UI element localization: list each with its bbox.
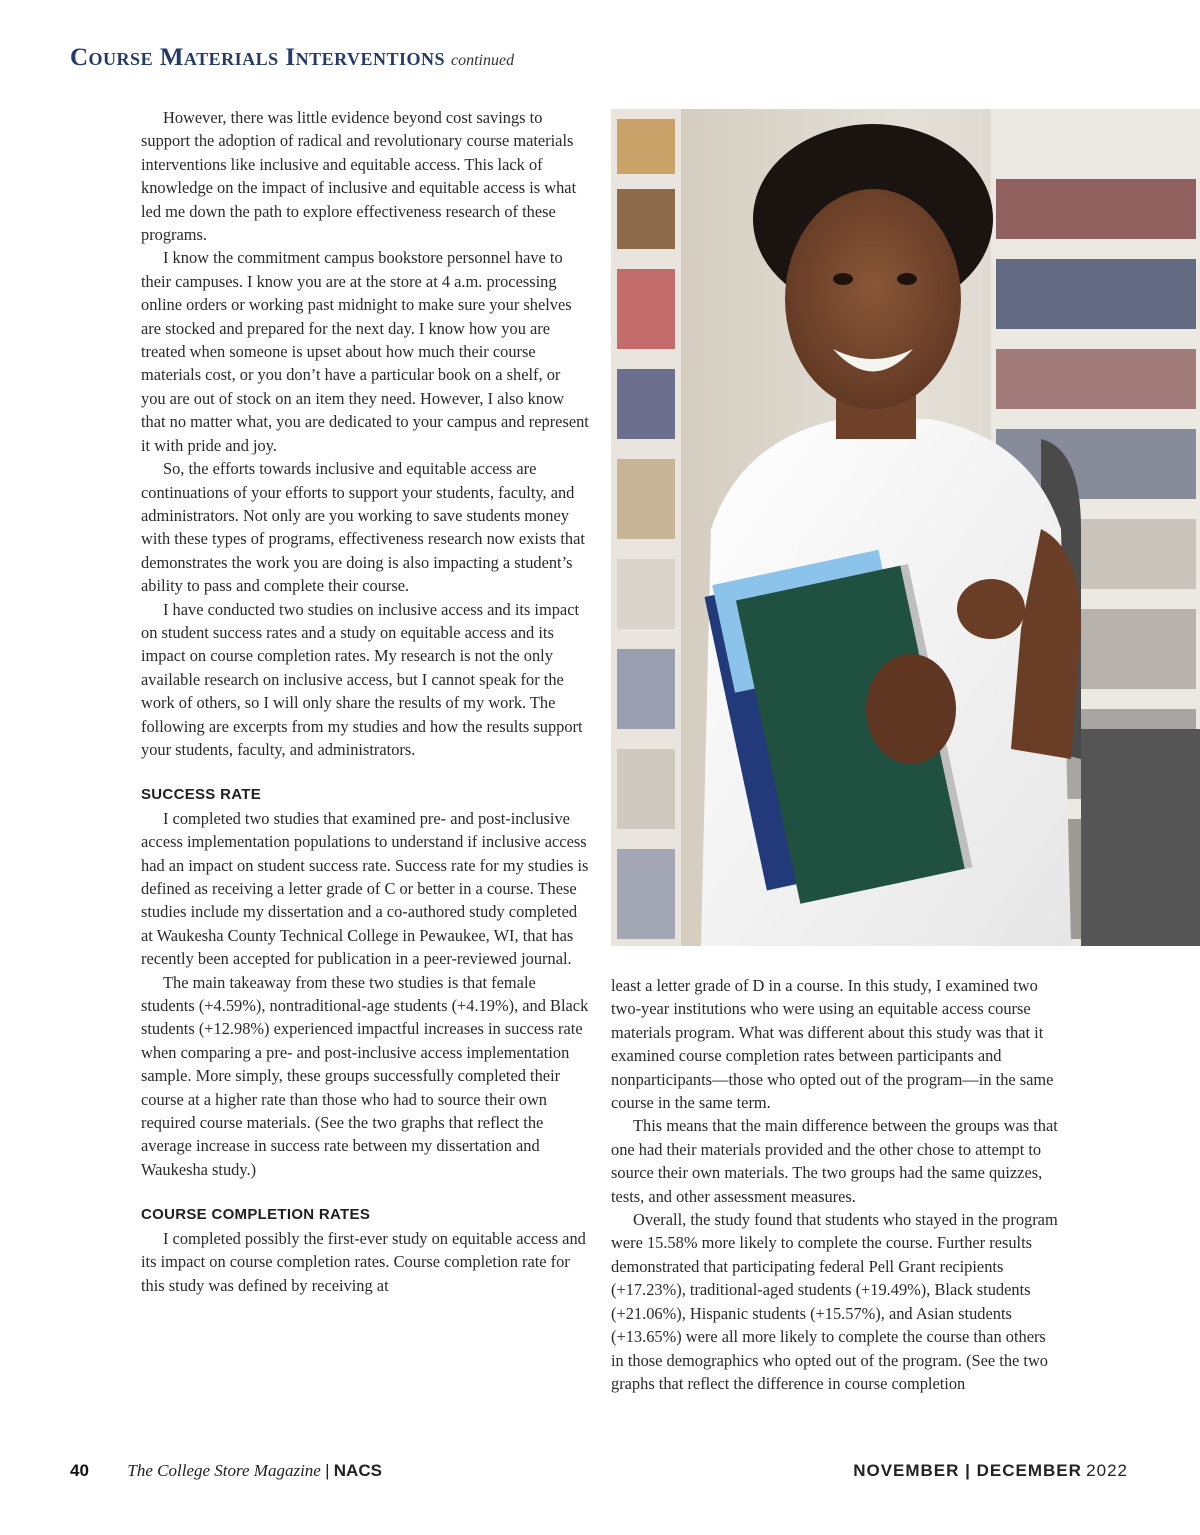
continued-label: continued: [451, 52, 515, 69]
section-title: Course Materials Interventions: [70, 44, 445, 71]
magazine-name: The College Store Magazine: [127, 1461, 321, 1480]
body-paragraph: However, there was little evidence beyond cost savings to support the adoption of radical and revolutionary course materials interventions like inclusive and equitable access. This lack of knowledge on the impact of inclusive and equitable access is what led me down the path to explore effectiveness research of these programs.: [141, 108, 577, 245]
body-paragraph: So, the efforts towards inclusive and equitable access are continuations of your efforts to support your students, faculty, and administrators. Not only are you working to save students money with these types of programs, effectiveness research now exists that demonstrates the work you are doing is also impacting a student’s ability to pass and complete their course.: [141, 459, 585, 596]
success-rate-heading: SUCCESS RATE: [141, 786, 262, 804]
footer-separator: |: [325, 1461, 330, 1480]
footer-right: [853, 1461, 1128, 1481]
page-number: 40: [70, 1461, 89, 1480]
body-paragraph: I completed two studies that examined pre- and post-inclusive access implementation populations to understand if inclusive access had an impact on student success rate. Success rate for my studies is defined as receiving a letter grade of C or better in a course. These studies include my dissertation and a co-authored study completed at Waukesha County Technical College in Pewaukee, WI, that has recently been accepted for publication in a peer-reviewed journal.: [141, 808, 589, 969]
left-column: [141, 106, 589, 1297]
footer-left: [70, 1461, 382, 1481]
publisher-name: NACS: [333, 1461, 382, 1480]
course-completion-heading: COURSE COMPLETION RATES: [141, 1206, 371, 1224]
issue-months: NOVEMBER | DECEMBER: [853, 1461, 1082, 1480]
body-paragraph: I have conducted two studies on inclusive access and its impact on student success rates and a study on equitable access and its impact on course completion rates. My research is not the only available research on inclusive access, but I cannot speak for the work of others, so I will only share the results of my work. The following are excerpts from my studies and how the results support your students, faculty, and administrators.: [141, 599, 583, 759]
right-column: [611, 974, 1059, 1395]
running-header: [70, 44, 514, 72]
issue-year: 2022: [1086, 1461, 1128, 1480]
body-paragraph: least a letter grade of D in a course. In this study, I examined two two-year institutions who were using an equitable access course materials program. What was different about this study was that it examined course completion rates between participants and nonparticipants—those who opted out of the program—in the same course in the same term.: [611, 976, 1054, 1113]
body-paragraph: I know the commitment campus bookstore personnel have to their campuses. I know you are at the store at 4 a.m. processing online orders or working past midnight to make sure your shelves are stocked and prepared for the next day. I know how you are treated when someone is upset about how much their course materials cost, or you don’t have a particular book on a shelf, or you are out of stock on an item they need. However, I also know that no matter what, you are dedicated to your campus and represent it with pride and joy.: [141, 248, 589, 455]
body-paragraph: The main takeaway from these two studies is that female students (+4.59%), nontraditional-age students (+4.19%), and Black students (+12.98%) experienced impactful increases in success rate when comparing a pre- and post-inclusive access implementation sample. More simply, these groups successfully completed their course at a higher rate than those who had to source their own required course materials. (See the two graphs that reflect the average increase in success rate between my dissertation and Waukesha study.): [141, 972, 589, 1179]
student-photo: [611, 109, 1200, 946]
body-paragraph: I completed possibly the first-ever study on equitable access and its impact on course completion rates. Course completion rate for this study was defined by receiving at: [141, 1228, 586, 1295]
body-paragraph: This means that the main difference between the groups was that one had their materials provided and the other chose to attempt to source their own materials. The two groups had the same quizzes, tests, and other assessment measures.: [611, 1116, 1058, 1206]
body-paragraph: Overall, the study found that students who stayed in the program were 15.58% more likely to complete the course. Further results demonstrated that participating federal Pell Grant recipients (+17.23%), traditional-aged students (+19.49%), Black students (+21.06%), Hispanic students (+15.57%), and Asian students (+13.65%) were all more likely to complete the course than others in those demographics who opted out of the program. (See the two graphs that reflect the difference in course completion: [611, 1210, 1058, 1393]
